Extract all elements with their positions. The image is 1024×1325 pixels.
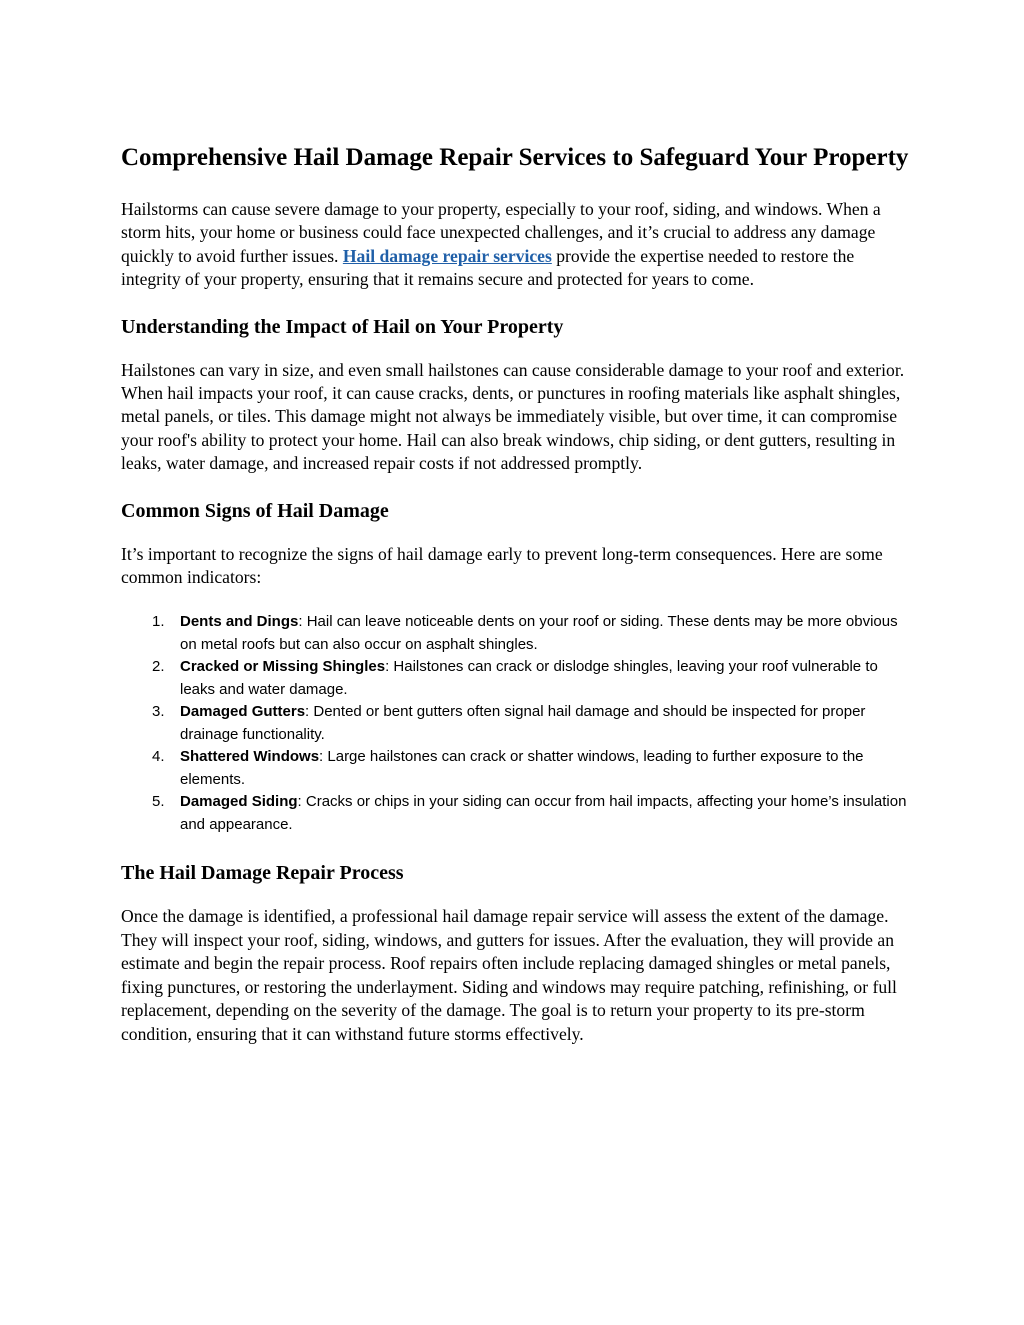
signs-paragraph: It’s important to recognize the signs of hail damage early to prevent long-term consequences. Here are some common indicators:: [121, 543, 883, 588]
signs-heading: Common Signs of Hail Damage: [121, 499, 389, 522]
list-item-text: : Hail can leave noticeable dents on your roof or siding. These dents may be more obvious on metal roofs but can also occur on asphalt shingles.: [180, 613, 898, 653]
hail-damage-repair-services-link[interactable]: Hail damage repair services: [342, 245, 552, 266]
list-item-number: 1.: [152, 613, 165, 631]
intro-paragraph: [121, 198, 911, 292]
list-item: [152, 656, 911, 701]
list-item-term: Damaged Gutters: [180, 703, 306, 721]
intro-text-after-link: provide the expertise needed to restore the integrity of your property, ensuring that it remains secure and protected for years to come.: [121, 245, 855, 290]
document-title: Comprehensive Hail Damage Repair Services to Safeguard Your Property: [121, 144, 909, 171]
list-item: [152, 746, 911, 791]
list-item-text: : Cracks or chips in your siding can occur from hail impacts, affecting your home’s insulation and appearance.: [180, 793, 907, 833]
intro-text-before-link: Hailstorms can cause severe damage to your property, especially to your roof, siding, and windows. When a storm hits, your home or business could face unexpected challenges, and it’s crucial to address any damage quickly to avoid further issues.: [121, 199, 881, 266]
list-item-term: Cracked or Missing Shingles: [180, 658, 386, 676]
list-item: [152, 791, 911, 836]
signs-list: [121, 611, 911, 836]
list-item: [152, 701, 911, 746]
list-item-text: : Large hailstones can crack or shatter windows, leading to further exposure to the elements.: [180, 748, 864, 788]
list-item-term: Dents and Dings: [180, 613, 299, 631]
list-item-number: 3.: [152, 703, 165, 721]
impact-paragraph: Hailstones can vary in size, and even small hailstones can cause considerable damage to your roof and exterior. When hail impacts your roof, it can cause cracks, dents, or punctures in roofing materials like asphalt shingles, metal panels, or tiles. This damage might not always be immediately visible, but over time, it can compromise your roof's ability to protect your home. Hail can also break windows, chip siding, or dent gutters, resulting in leaks, water damage, and increased repair costs if not addressed promptly.: [121, 359, 905, 474]
list-item-text: : Dented or bent gutters often signal hail damage and should be inspected for proper drainage functionality.: [180, 703, 866, 743]
list-item-term: Shattered Windows: [180, 748, 320, 766]
impact-heading: Understanding the Impact of Hail on Your Property: [121, 315, 564, 338]
list-item-number: 2.: [152, 658, 165, 676]
list-item-term: Damaged Siding: [180, 793, 298, 811]
document-page: [121, 141, 911, 1068]
list-item-number: 5.: [152, 793, 165, 811]
list-item-text: : Hailstones can crack or dislodge shingles, leaving your roof vulnerable to leaks and water damage.: [180, 658, 878, 698]
list-item: [152, 611, 911, 656]
list-item-number: 4.: [152, 748, 165, 766]
process-paragraph: Once the damage is identified, a professional hail damage repair service will assess the extent of the damage. They will inspect your roof, siding, windows, and gutters for issues. After the evaluation, they will provide an estimate and begin the repair process. Roof repairs often include replacing damaged shingles or metal panels, fixing punctures, or restoring the underlayment. Siding and windows may require patching, refinishing, or full replacement, depending on the severity of the damage. The goal is to return your property to its pre-storm condition, ensuring that it can withstand future storms effectively.: [121, 906, 897, 1044]
process-heading: The Hail Damage Repair Process: [121, 862, 404, 885]
